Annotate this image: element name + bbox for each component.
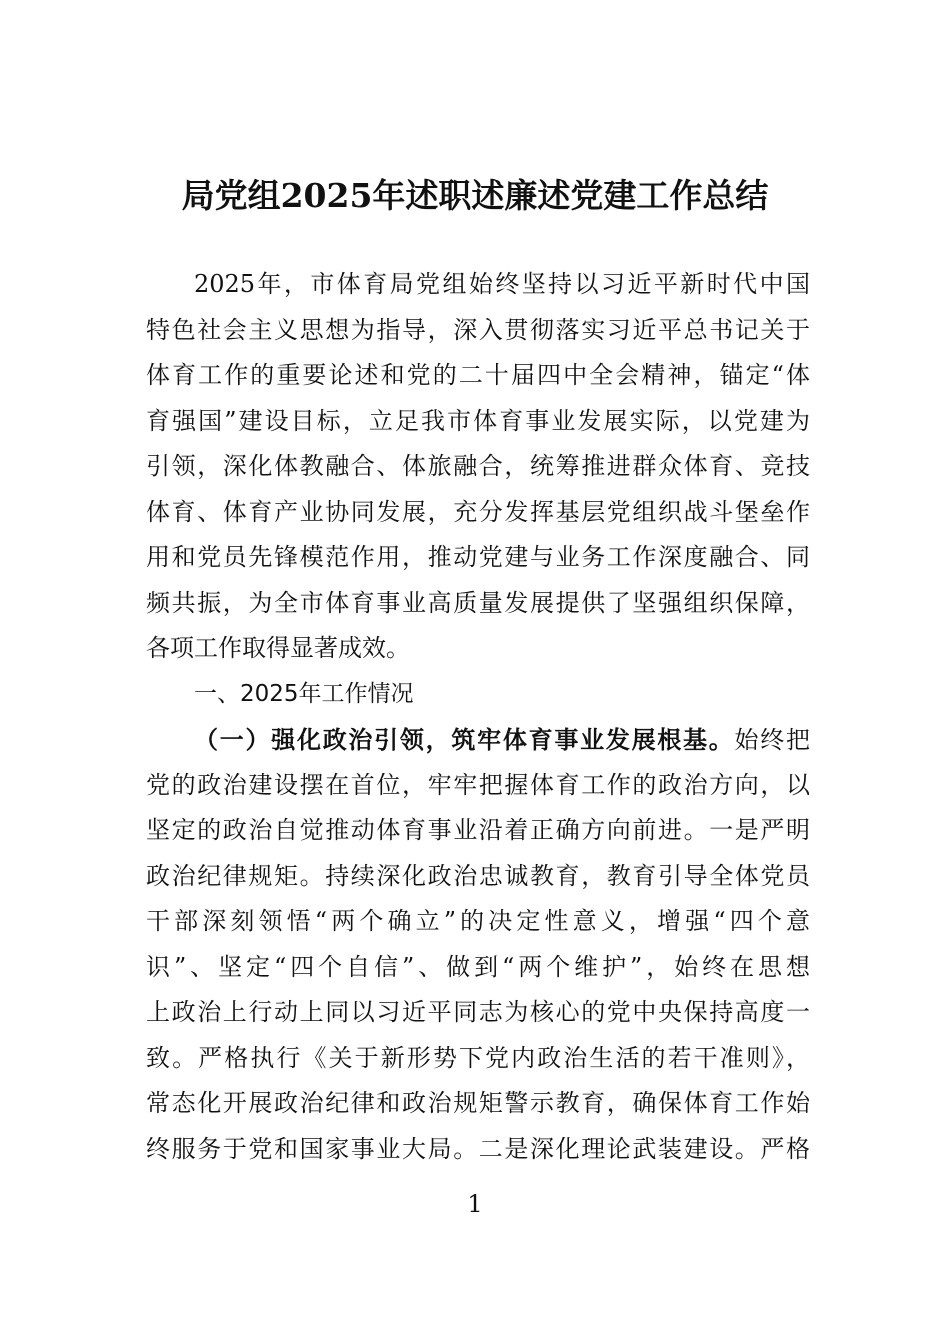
paragraph-line: 2025年，市体育局党组始终坚持以习近平新时代中国 <box>194 270 810 298</box>
paragraph-line: 终服务于党和国家事业大局。二是深化理论武装建设。严格 <box>146 1134 810 1163</box>
paragraph-line: 政治纪律规矩。持续深化政治忠诚教育，教育引导全体党员 <box>146 861 810 890</box>
paragraph-line: 各项工作取得显著成效。 <box>146 634 410 662</box>
paragraph-line: 干部深刻领悟“两个确立”的决定性意义，增强“四个意 <box>146 907 810 935</box>
paragraph-line: 坚定的政治自觉推动体育事业沿着正确方向前进。一是严明 <box>146 816 810 844</box>
paragraph-line: 频共振，为全市体育事业高质量发展提供了坚强组织保障， <box>146 588 810 617</box>
paragraph-line: 致。严格执行《关于新形势下党内政治生活的若干准则》， <box>146 1043 810 1072</box>
paragraph-line: 育强国”建设目标，立足我市体育事业发展实际，以党建为 <box>146 406 810 435</box>
paragraph-line: 特色社会主义思想为指导，深入贯彻落实习近平总书记关于 <box>146 315 810 344</box>
subsection-first-line-rest: 始终把 <box>734 726 811 754</box>
paragraph-line: 体育、体育产业协同发展，充分发挥基层党组织战斗堡垒作 <box>146 497 810 526</box>
paragraph-line: 识”、坚定“四个自信”、做到“两个维护”，始终在思想 <box>146 952 810 981</box>
paragraph-line: 体育工作的重要论述和党的二十届四中全会精神，锚定“体 <box>146 361 810 389</box>
subsection-heading: （一）强化政治引领，筑牢体育事业发展根基。 <box>194 725 735 754</box>
paragraph-line: 引领，深化体教融合、体旅融合，统筹推进群众体育、竞技 <box>146 452 810 480</box>
paragraph-line: 用和党员先锋模范作用，推动党建与业务工作深度融合、同 <box>146 543 810 571</box>
paragraph-line: 党的政治建设摆在首位，牢牢把握体育工作的政治方向，以 <box>146 770 810 799</box>
document-title: 局党组2025年述职述廉述党建工作总结 <box>181 176 769 215</box>
paragraph-line: 常态化开展政治纪律和政治规矩警示教育，确保体育工作始 <box>146 1089 810 1117</box>
paragraph-line: 上政治上行动上同以习近平同志为核心的党中央保持高度一 <box>146 998 810 1026</box>
section-heading: 一、2025年工作情况 <box>194 680 414 707</box>
page-number: 1 <box>467 1190 483 1218</box>
document-body <box>146 262 810 1172</box>
subsection-first-line <box>146 717 810 763</box>
